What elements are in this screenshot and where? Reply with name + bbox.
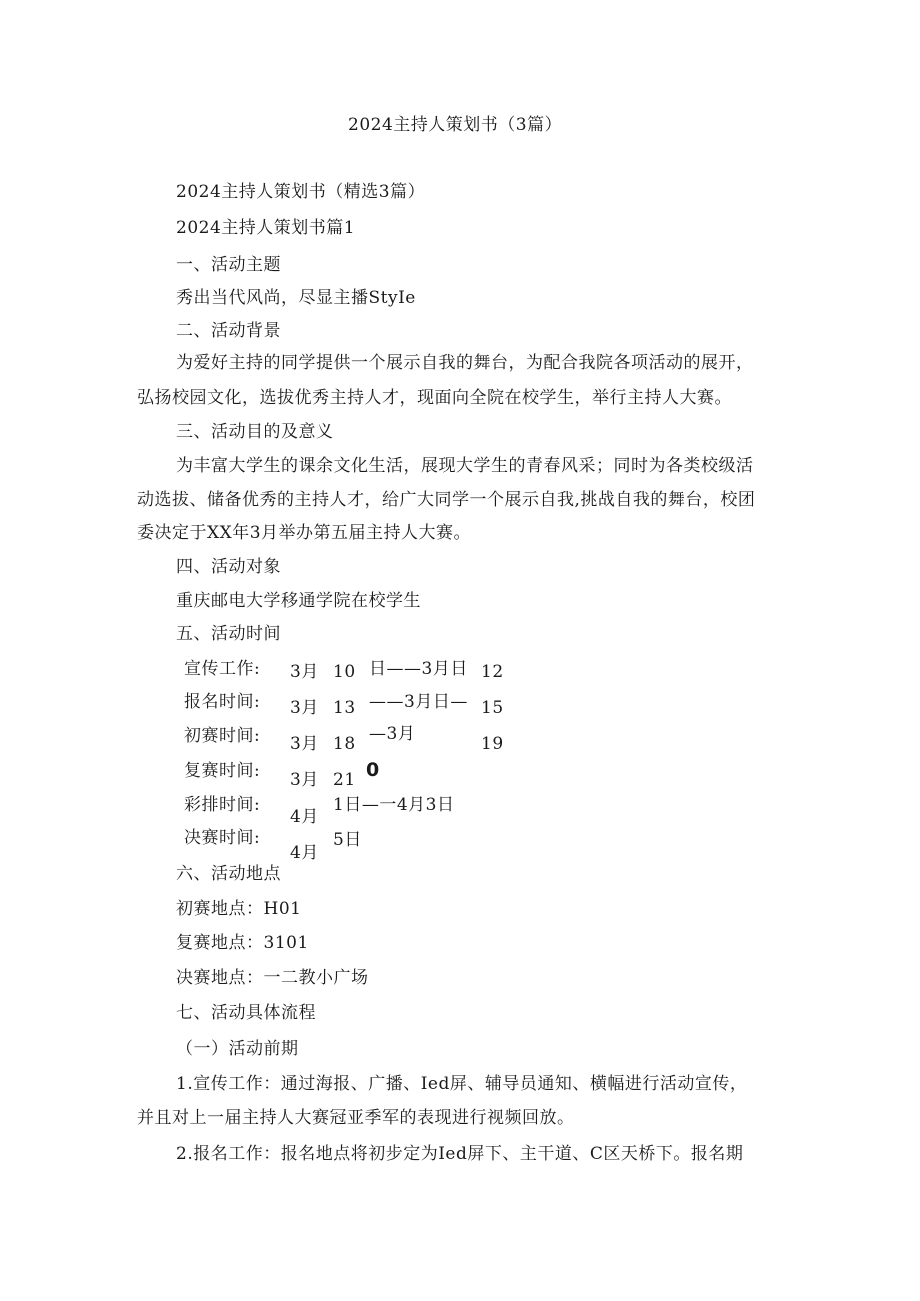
schedule-month: 3月 (290, 734, 319, 754)
schedule-label: 宣传工作: (184, 659, 261, 679)
paragraph-line: 初赛地点：H01 (176, 899, 302, 919)
schedule-month: 3月 (290, 662, 319, 682)
schedule-range: —3月 (369, 724, 416, 744)
section-heading: 四、活动对象 (176, 557, 281, 577)
schedule-label: 报名时间: (184, 692, 261, 712)
schedule-day: 21 (333, 770, 356, 790)
paragraph-line: 为丰富大学生的课余文化生活，展现大学生的青春风采；同时为各类校级活 (176, 456, 754, 476)
paragraph-line: 秀出当代风尚，尽显主播StyIe (176, 288, 416, 308)
schedule-day: 10 (333, 662, 356, 682)
schedule-end: 19 (481, 734, 504, 754)
paragraph-line: 决赛地点：一二教小广场 (176, 968, 369, 988)
section-heading: 二、活动背景 (176, 321, 281, 341)
schedule-month: 3月 (290, 770, 319, 790)
schedule-range: 5日 (333, 830, 362, 850)
section-heading: 三、活动目的及意义 (176, 422, 334, 442)
paragraph-line: 动选拔、储备优秀的主持人才，给广大同学一个展示自我,挑战自我的舞台，校团 (137, 490, 756, 510)
paragraph-line: 并且对上一届主持人大赛冠亚季军的表现进行视频回放。 (137, 1108, 575, 1128)
schedule-range: ——3月日— (369, 692, 468, 712)
paragraph-line: 2.报名工作：报名地点将初步定为Ied屏下、主干道、C区天桥下。报名期 (176, 1144, 744, 1164)
schedule-label: 复赛时间: (184, 761, 261, 781)
schedule-label: 决赛时间: (184, 828, 261, 848)
paragraph-line: 重庆邮电大学移通学院在校学生 (176, 591, 421, 611)
subtitle: 2024主持人策划书（精选3篇） (176, 182, 426, 202)
section-heading: 七、活动具体流程 (176, 1003, 316, 1023)
section-heading: 五、活动时间 (176, 624, 281, 644)
section-heading: 六、活动地点 (176, 864, 281, 884)
schedule-month: 4月 (290, 843, 319, 863)
section-heading: 一、活动主题 (176, 255, 281, 275)
schedule-end: 15 (481, 698, 504, 718)
schedule-day: 13 (333, 698, 356, 718)
schedule-month: 3月 (290, 698, 319, 718)
schedule-label: 彩排时间: (184, 795, 261, 815)
paragraph-line: 复赛地点：3101 (176, 933, 309, 953)
section-heading: 2024主持人策划书篇1 (176, 218, 356, 238)
paragraph-line: 为爱好主持的同学提供一个展示自我的舞台，为配合我院各项活动的展开， (176, 353, 754, 373)
schedule-range: 日——3月日 (369, 659, 468, 679)
subsection-heading: （一）活动前期 (176, 1039, 299, 1059)
schedule-day: 18 (333, 734, 356, 754)
schedule-range: 1日—一4月3日 (333, 795, 455, 815)
schedule-glitch-mark: 0 (366, 759, 380, 781)
paragraph-line: 弘扬校园文化，选拔优秀主持人才，现面向全院在校学生，举行主持人大赛。 (137, 388, 732, 408)
document-title: 2024主持人策划书（3篇） (348, 115, 563, 135)
schedule-end: 12 (481, 662, 504, 682)
paragraph-line: 1.宣传工作：通过海报、广播、Ied屏、辅导员通知、横幅进行活动宣传， (176, 1074, 748, 1094)
paragraph-line: 委决定于XX年3月举办第五届主持人大赛。 (137, 523, 472, 543)
schedule-month: 4月 (290, 807, 319, 827)
schedule-label: 初赛时间: (184, 726, 261, 746)
